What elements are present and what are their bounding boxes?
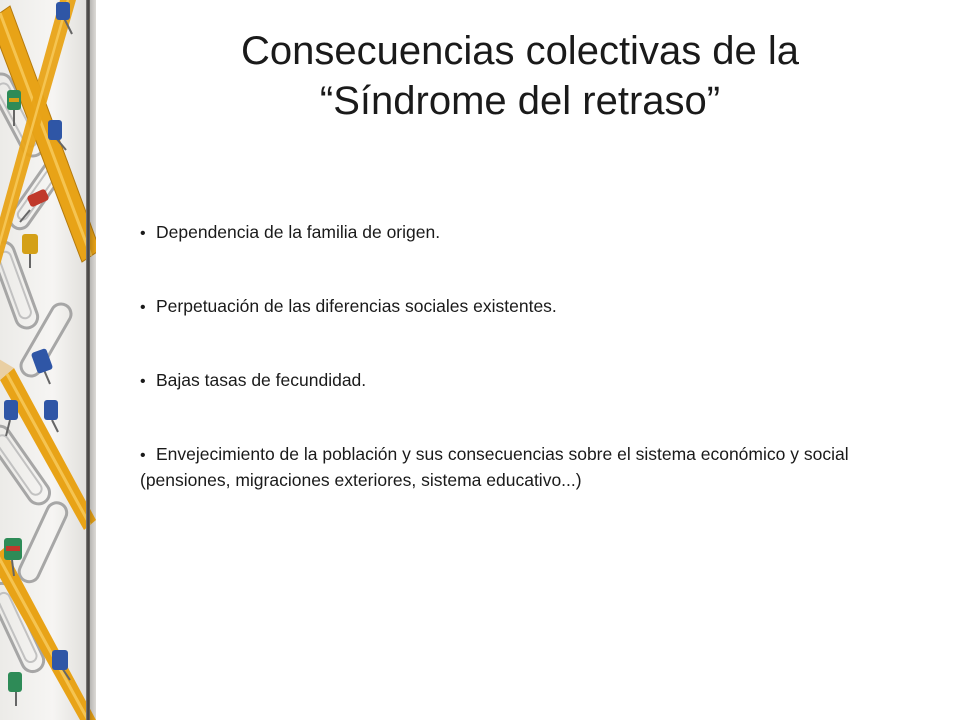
paperclip-icon xyxy=(16,500,70,585)
pushpin-icon xyxy=(22,234,38,268)
pushpin-icon xyxy=(4,400,18,436)
bullet-text: Dependencia de la familia de origen. xyxy=(156,222,441,242)
bullet-list xyxy=(140,220,920,541)
bullet-text: Envejecimiento de la población y sus consecuencias sobre el sistema económico y social (pensiones, migraciones exteriores, sistema educativo...) xyxy=(140,444,849,490)
office-supplies-decoration xyxy=(0,0,96,720)
strip-shadow xyxy=(90,0,96,720)
bullet-item xyxy=(140,294,920,320)
slide-title xyxy=(130,26,910,126)
pushpin-icon xyxy=(8,672,22,706)
bullet-item xyxy=(140,368,920,394)
bullet-text: Perpetuación de las diferencias sociales existentes. xyxy=(156,296,557,316)
bullet-marker: • xyxy=(140,299,146,316)
pushpin-icon xyxy=(44,400,58,432)
bullet-item xyxy=(140,220,920,246)
bullet-marker: • xyxy=(140,225,146,242)
bullet-item xyxy=(140,442,920,493)
slide-title-line-2: “Síndrome del retraso” xyxy=(319,79,721,123)
decorative-side-strip xyxy=(0,0,96,720)
bullet-marker: • xyxy=(140,447,146,464)
bullet-marker: • xyxy=(140,373,146,390)
bullet-text: Bajas tasas de fecundidad. xyxy=(156,370,367,390)
slide-title-line-1: Consecuencias colectivas de la xyxy=(240,29,800,73)
